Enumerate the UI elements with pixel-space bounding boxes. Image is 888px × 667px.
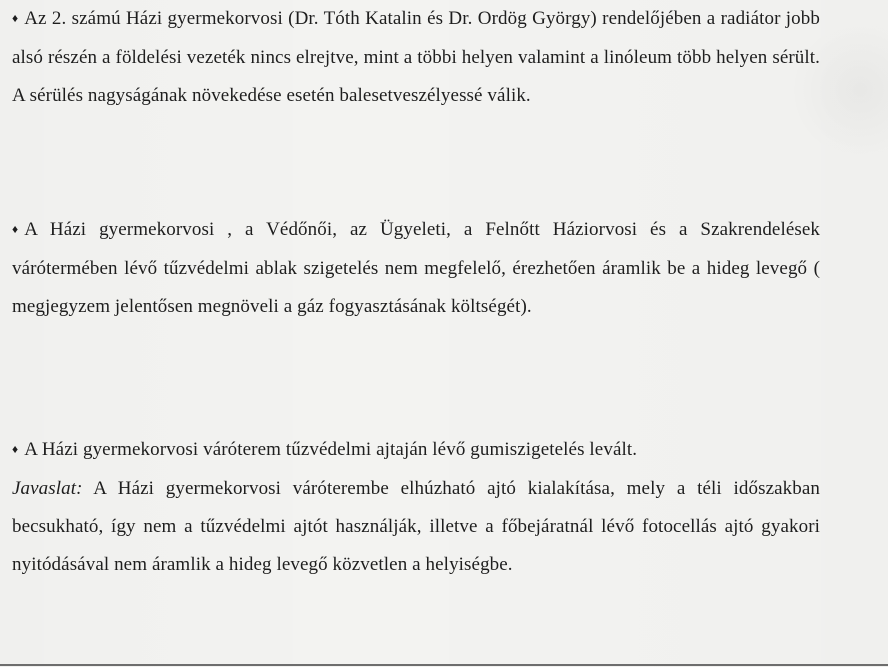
diamond-bullet-icon: ♦ (12, 11, 19, 25)
suggestion-label: Javaslat: (12, 478, 83, 499)
suggestion-text: A Házi gyermekorvosi váróterembe elhúzható ajtó kialakítása, mely a téli időszakban becsukható, így nem a tűzvédelmi ajtót használják, illetve a főbejáratnál lévő fotocellás ajtó gyakori nyitódásával nem áramlik a hideg levegő közvetlen a helyiségbe. (12, 478, 820, 575)
paragraph-text: A Házi gyermekorvosi , a Védőnői, az Ügyeleti, a Felnőtt Háziorvosi és a Szakrendelések várótermében lévő tűzvédelmi ablak szigetelés nem megfelelő, érezhetően áramlik be a hideg levegő ( megjegyzem jelentősen megnöveli a gáz fogyasztásának költségét). (12, 219, 820, 317)
paragraph-text: Az 2. számú Házi gyermekorvosi (Dr. Tóth Katalin és Dr. Ordög György) rendelőjében a radiátor jobb alsó részén a földelési vezeték nincs elrejtve, mint a többi helyen valamint a linóleum több helyen sérült. A sérülés nagyságának növekedése esetén balesetveszélyessé válik. (12, 8, 820, 106)
diamond-bullet-icon: ♦ (12, 442, 19, 456)
paragraph-door-seal (12, 431, 820, 584)
diamond-bullet-icon: ♦ (12, 222, 19, 236)
paragraph-radiator-grounding (12, 0, 820, 115)
paragraph-text: A Házi gyermekorvosi váróterem tűzvédelmi ajtaján lévő gumiszigetelés levált. (24, 439, 638, 460)
paragraph-window-insulation (12, 211, 820, 326)
page-bottom-rule (0, 664, 888, 666)
